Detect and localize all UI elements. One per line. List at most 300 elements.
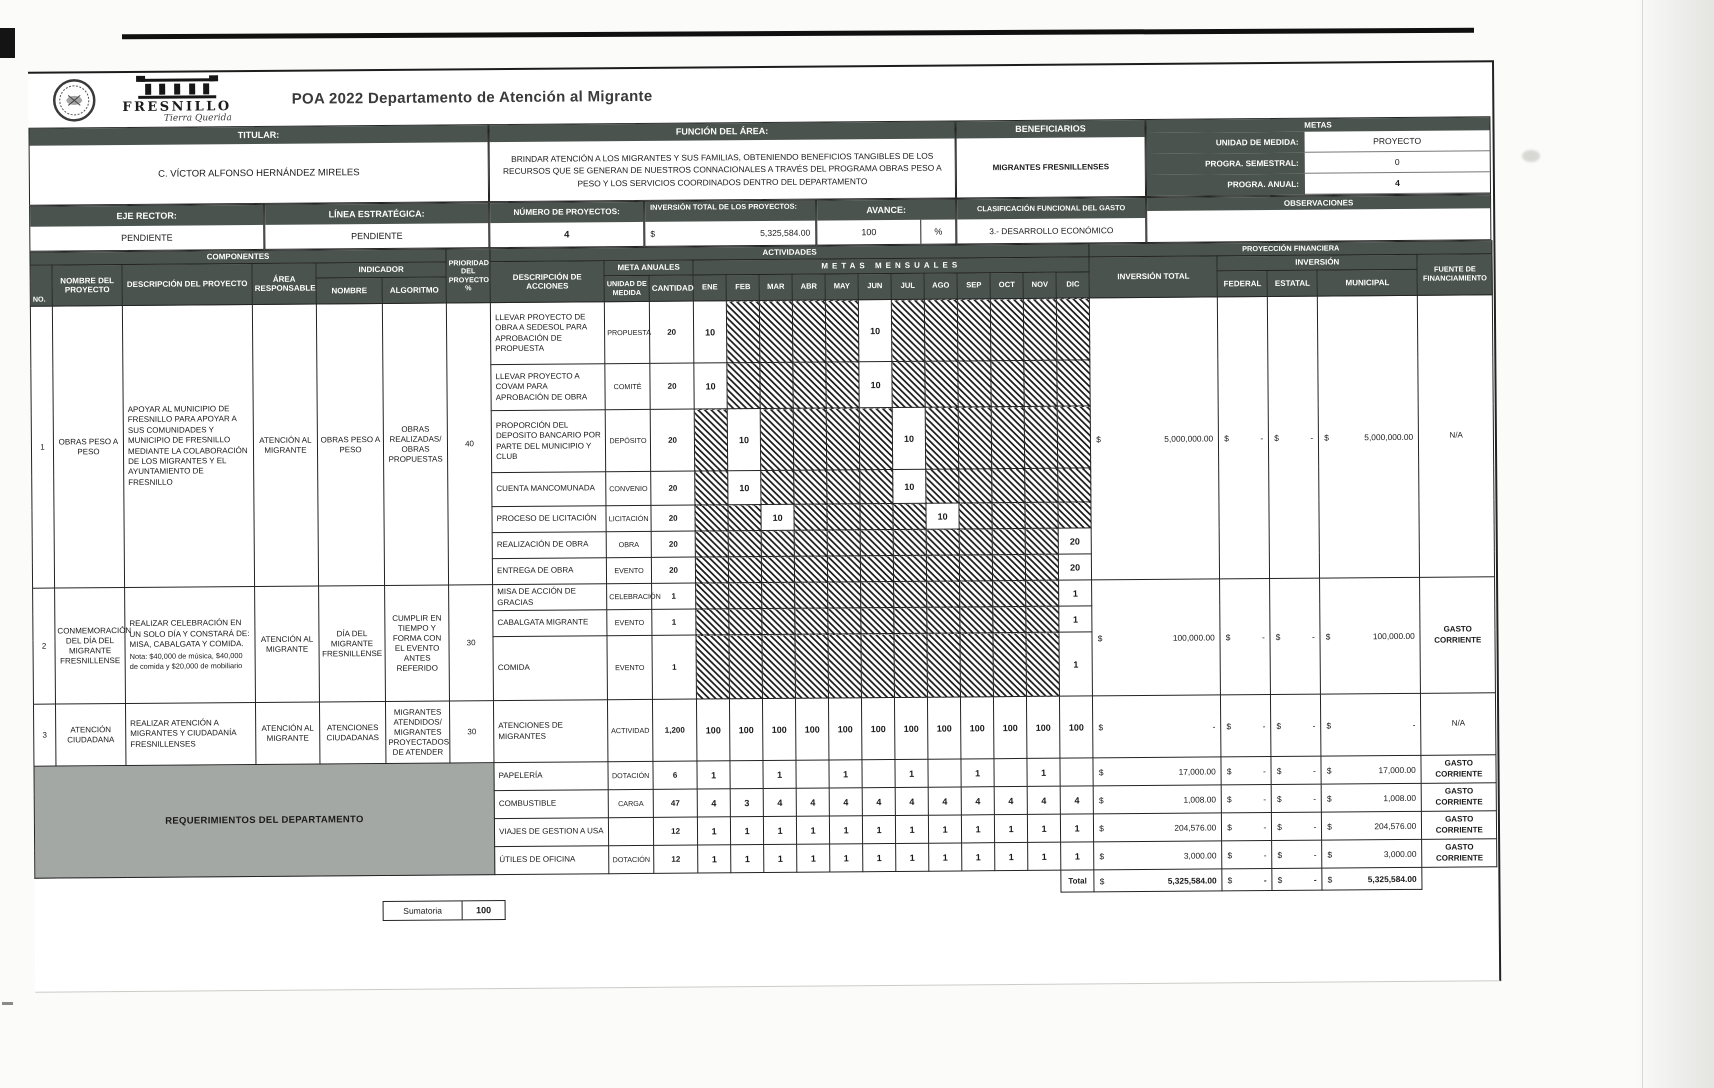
project-indicator: DÍA DEL MIGRANTE FRESNILLENSE <box>319 585 386 702</box>
fresnillo-logo <box>122 75 232 124</box>
scan-artifact-corner-mark <box>0 28 15 58</box>
hatched-month-cell <box>828 582 861 608</box>
total-row-spacer <box>35 875 495 901</box>
month-value-cell: 1 <box>1061 842 1094 870</box>
hatched-month-cell <box>927 633 961 697</box>
requirement-desc: PAPELERÍA <box>494 762 608 791</box>
currency-symbol: $ <box>1099 875 1105 886</box>
month-value-cell: 1 <box>962 843 995 871</box>
month-header: NOV <box>1023 272 1056 298</box>
total-row-spacer <box>495 870 1061 896</box>
requirement-desc: COMBUSTIBLE <box>494 790 608 819</box>
currency-symbol: $ <box>1326 793 1332 804</box>
hatched-month-cell <box>760 408 793 470</box>
numero-proyectos-block <box>489 201 644 248</box>
amount: - <box>1262 720 1266 731</box>
requirement-desc: ÚTILES DE OFICINA <box>495 846 609 875</box>
total-row-spacer <box>1422 867 1497 890</box>
action-desc: ENTREGA DE OBRA <box>492 558 606 585</box>
action-qty: 20 <box>651 557 695 583</box>
no-header: NO. <box>30 265 52 306</box>
amount: 5,325,584.00 <box>1167 874 1217 886</box>
hatched-month-cell <box>926 529 959 555</box>
hatched-month-cell <box>794 556 827 582</box>
amount: - <box>1313 793 1317 804</box>
month-value-cell: 1 <box>928 815 961 843</box>
sumatoria-value: 100 <box>463 900 506 920</box>
proyeccion-financiera-header: PROYECCIÓN FINANCIERA <box>1089 241 1492 257</box>
hatched-month-cell <box>1057 406 1091 468</box>
requirement-qty: 6 <box>653 761 697 789</box>
month-value-cell: 3 <box>730 789 763 817</box>
month-value-cell: 4 <box>961 787 994 815</box>
action-unit: DEPÓSITO <box>605 409 650 471</box>
action-desc: PROCESO DE LICITACIÓN <box>492 506 606 533</box>
action-unit: CELEBRACIÓN <box>607 583 652 609</box>
currency-symbol: $ <box>1276 765 1282 776</box>
month-value-cell: 10 <box>892 407 925 469</box>
hatched-month-cell <box>694 409 727 471</box>
avance-block <box>816 198 956 245</box>
action-desc: REALIZACIÓN DE OBRA <box>492 532 606 559</box>
hatched-month-cell <box>762 608 795 634</box>
indicador-header: INDICADOR <box>316 262 446 278</box>
currency-symbol: $ <box>1227 874 1233 885</box>
currency-symbol: $ <box>1277 821 1282 832</box>
unidad-medida-value: PROYECTO <box>1305 130 1490 152</box>
month-value-cell: 1 <box>829 760 862 788</box>
hatched-month-cell <box>696 609 729 635</box>
action-row <box>30 295 1493 368</box>
federal-cell <box>1218 297 1270 579</box>
hatched-month-cell <box>990 298 1023 360</box>
hatched-month-cell <box>728 557 761 583</box>
hatched-month-cell <box>1058 502 1091 528</box>
estatal-cell <box>1270 578 1321 694</box>
month-value-cell: 4 <box>796 788 829 816</box>
month-value-cell: 1 <box>961 815 994 843</box>
hatched-month-cell <box>893 555 926 581</box>
currency-symbol: $ <box>1097 632 1103 643</box>
amount: 204,576.00 <box>1174 821 1217 833</box>
hatched-month-cell <box>860 469 893 503</box>
estatal-cell <box>1272 840 1322 868</box>
month-value-cell: 1 <box>961 759 994 787</box>
project-description: REALIZAR ATENCIÓN A MIGRANTES Y CIUDADANÍA FRESNILLENSES <box>125 702 255 765</box>
action-qty: 20 <box>650 409 694 471</box>
palace-building-icon <box>134 75 220 100</box>
total-federal-cell <box>1222 869 1272 891</box>
componentes-header: COMPONENTES <box>30 249 446 265</box>
currency-symbol: $ <box>1227 821 1232 832</box>
hatched-month-cell <box>825 300 858 362</box>
indicador-nombre-header: NOMBRE <box>316 277 382 304</box>
hatched-month-cell <box>1025 502 1058 528</box>
hatched-month-cell <box>695 505 728 531</box>
amount: - <box>1313 874 1317 885</box>
hatched-month-cell <box>959 469 992 503</box>
hatched-month-cell <box>959 555 992 581</box>
eje-rector-value: PENDIENTE <box>121 232 173 244</box>
action-unit: LICITACIÓN <box>606 505 651 531</box>
hatched-month-cell <box>762 634 796 698</box>
linea-estrategica-label: LÍNEA ESTRATÉGICA: <box>265 203 488 225</box>
progra-anual-value: 4 <box>1305 172 1490 194</box>
requirement-qty: 12 <box>654 845 698 873</box>
requirement-unit: DOTACIÓN <box>609 845 654 873</box>
month-value-cell: 100 <box>697 699 730 761</box>
scan-artifact-dash <box>2 1002 13 1005</box>
action-desc: MISA DE ACCIÓN DE GRACIAS <box>493 584 607 611</box>
total-municipal-cell <box>1322 867 1422 890</box>
inversion-total-col-header: INVERSIÓN TOTAL <box>1089 256 1217 298</box>
hatched-month-cell <box>729 635 763 699</box>
amount: - <box>1311 631 1315 642</box>
month-header: JUN <box>858 273 891 299</box>
month-value-cell: 100 <box>829 698 862 760</box>
hatched-month-cell <box>793 408 826 470</box>
project-description-text: REALIZAR CELEBRACIÓN EN UN SOLO DÍA Y CONSTARÁ DE: MISA, CABALGATA Y COMIDA. <box>129 618 250 650</box>
month-value-cell: 10 <box>926 503 959 529</box>
action-qty: 1 <box>652 583 696 609</box>
hatched-month-cell <box>859 407 892 469</box>
hatched-month-cell <box>1058 468 1091 502</box>
observaciones-value <box>1147 208 1490 242</box>
amount: - <box>1412 719 1416 730</box>
month-value-cell: 1 <box>830 844 863 872</box>
inv-total-cell <box>1092 579 1221 696</box>
estatal-cell <box>1272 812 1322 840</box>
project-no: 1 <box>30 306 54 588</box>
hatched-month-cell <box>727 363 760 409</box>
month-value-cell: 20 <box>1058 528 1091 554</box>
federal-cell <box>1222 841 1272 869</box>
progra-semestral-label: PROGRA. SEMESTRAL: <box>1147 153 1305 175</box>
inv-total-cell <box>1093 695 1221 758</box>
hatched-month-cell <box>925 407 958 469</box>
currency-symbol: $ <box>1277 849 1283 860</box>
hatched-month-cell <box>792 300 825 362</box>
action-unit: ACTIVIDAD <box>608 699 653 761</box>
currency-symbol: $ <box>1225 631 1231 642</box>
hatched-month-cell <box>894 607 927 633</box>
hatched-month-cell <box>695 471 728 505</box>
numero-proyectos-value: 4 <box>564 229 570 241</box>
hatched-month-cell <box>795 608 828 634</box>
hatched-month-cell <box>826 408 859 470</box>
amount: - <box>1310 432 1314 443</box>
linea-estrategica-value: PENDIENTE <box>351 230 403 242</box>
hatched-month-cell <box>795 634 829 698</box>
amount: - <box>1263 849 1267 860</box>
municipal-cell <box>1322 811 1422 840</box>
hatched-month-cell <box>726 301 759 363</box>
hatched-month-cell <box>891 299 924 361</box>
inversion-group-header: INVERSIÓN <box>1217 254 1417 271</box>
hatched-month-cell <box>1025 554 1058 580</box>
hatched-month-cell <box>894 581 927 607</box>
hatched-month-cell <box>695 531 728 557</box>
federal-cell <box>1221 785 1271 813</box>
requirements-box: REQUERIMIENTOS DEL DEPARTAMENTO <box>34 763 495 879</box>
project-area: ATENCIÓN AL MIGRANTE <box>255 586 320 702</box>
currency-symbol: $ <box>1325 631 1331 642</box>
month-value-cell: 1 <box>896 843 929 871</box>
hatched-month-cell <box>860 555 893 581</box>
project-description-note: Nota: $40,000 de música, $40,000 de comida y $20,000 de mobiliario <box>129 651 243 672</box>
municipal-cell <box>1318 295 1420 578</box>
inv-total-cell <box>1094 813 1222 842</box>
scan-edge-shade <box>1634 0 1714 1088</box>
project-no: 2 <box>33 588 56 704</box>
project-description <box>125 586 256 703</box>
project-indicator: ATENCIONES CIUDADANAS <box>319 701 385 764</box>
project-area: ATENCIÓN AL MIGRANTE <box>252 304 318 586</box>
month-value-cell: 10 <box>893 469 926 503</box>
hatched-month-cell <box>924 299 957 361</box>
hatched-month-cell <box>861 581 894 607</box>
unidad-medida-header: UNIDAD DE MEDIDA <box>604 275 649 301</box>
unidad-medida-label: UNIDAD DE MEDIDA: <box>1147 132 1305 154</box>
municipal-header: MUNICIPAL <box>1317 269 1417 296</box>
hatched-month-cell <box>794 530 827 556</box>
inversion-total-amount: 5,325,584.00 <box>760 227 811 239</box>
month-header: JUL <box>891 273 924 299</box>
hatched-month-cell <box>960 607 993 633</box>
hatched-month-cell <box>793 362 826 408</box>
hatched-month-cell <box>828 634 862 698</box>
month-value-cell: 1 <box>829 816 862 844</box>
hatched-month-cell <box>861 633 895 697</box>
action-qty: 1,200 <box>653 699 697 761</box>
funding-source-cell: GASTO CORRIENTE <box>1422 811 1497 840</box>
requirement-unit <box>608 817 653 845</box>
clasificacion-block <box>956 197 1146 244</box>
action-qty: 20 <box>651 471 695 505</box>
hatched-month-cell <box>958 407 991 469</box>
month-value-cell: 4 <box>697 789 730 817</box>
month-value-cell: 1 <box>797 844 830 872</box>
month-value-cell: 1 <box>994 814 1027 842</box>
currency-symbol: $ <box>1327 849 1333 860</box>
funding-source-cell: GASTO CORRIENTE <box>1421 755 1496 784</box>
municipal-cell <box>1321 783 1421 812</box>
amount: - <box>1263 793 1267 804</box>
hatched-month-cell <box>1057 360 1091 406</box>
month-value-cell: 10 <box>761 504 794 530</box>
month-value-cell <box>928 759 961 787</box>
project-priority: 30 <box>450 701 494 763</box>
month-value-cell: 1 <box>764 844 797 872</box>
action-desc: CUENTA MANCOMUNADA <box>492 472 606 507</box>
progra-anual-label: PROGRA. ANUAL: <box>1147 174 1305 196</box>
month-value-cell: 100 <box>763 698 796 760</box>
hatched-month-cell <box>729 583 762 609</box>
municipal-cell <box>1322 839 1422 868</box>
observaciones-label: OBSERVACIONES <box>1147 195 1490 211</box>
month-value-cell: 20 <box>1058 554 1091 580</box>
hatched-month-cell <box>958 361 991 407</box>
project-algorithm: CUMPLIR EN TIEMPO Y FORMA CON EL EVENTO ANTES REFERIDO <box>385 585 450 701</box>
month-value-cell: 1 <box>929 843 962 871</box>
scan-edge-line <box>1642 0 1643 1088</box>
month-value-cell: 1 <box>863 843 896 871</box>
month-value-cell <box>796 760 829 788</box>
info-row-1 <box>28 113 1493 205</box>
action-qty: 20 <box>651 531 695 557</box>
hatched-month-cell <box>762 582 795 608</box>
month-header: ABR <box>792 274 825 300</box>
hatched-month-cell <box>728 531 761 557</box>
beneficiarios-value: MIGRANTES FRESNILLENSES <box>992 162 1110 173</box>
federal-header: FEDERAL <box>1217 271 1267 297</box>
hatched-month-cell <box>826 362 859 408</box>
month-value-cell: 100 <box>994 696 1027 758</box>
currency-symbol: $ <box>1098 766 1104 777</box>
currency-symbol: $ <box>1227 849 1233 860</box>
inv-total-cell <box>1093 757 1221 786</box>
amount: 5,325,584.00 <box>1367 873 1417 884</box>
hatched-month-cell <box>861 607 894 633</box>
hatched-month-cell <box>828 608 861 634</box>
hatched-month-cell <box>860 529 893 555</box>
municipal-cell <box>1320 577 1421 694</box>
month-value-cell: 1 <box>796 816 829 844</box>
fuente-financiamiento-header: FUENTE DE FINANCIAMIENTO <box>1417 254 1492 296</box>
requirement-unit: DOTACIÓN <box>608 761 653 789</box>
amount: - <box>1313 849 1317 860</box>
avance-label: AVANCE: <box>817 199 955 220</box>
eje-rector-block <box>29 204 264 252</box>
inv-total-cell <box>1093 785 1221 814</box>
currency-symbol: $ <box>1226 793 1232 804</box>
project-description: APOYAR AL MUNICIPIO DE FRESNILLO PARA APOYAR A SUS COMUNIDADES Y MUNICIPIO DE FRESNILLO MEDIANTE LA COLABORACIÓN DE LOS MIGRANTES Y EL AYUNTAMIENTO DE FRESNILLO <box>122 305 254 588</box>
federal-cell <box>1220 579 1271 695</box>
avance-unit: % <box>920 219 955 243</box>
hatched-month-cell <box>1024 360 1057 406</box>
month-value-cell: 1 <box>1059 632 1093 696</box>
poa-main-table <box>29 240 1497 900</box>
amount: - <box>1312 720 1316 731</box>
month-value-cell <box>730 761 763 789</box>
amount: - <box>1263 874 1267 885</box>
action-desc: ATENCIONES DE MIGRANTES <box>494 700 608 763</box>
funding-source-cell: GASTO CORRIENTE <box>1422 839 1497 868</box>
hatched-month-cell <box>992 528 1025 554</box>
month-value-cell: 1 <box>731 845 764 873</box>
month-value-cell: 4 <box>763 788 796 816</box>
hatched-month-cell <box>827 556 860 582</box>
hatched-month-cell <box>1025 528 1058 554</box>
amount: 5,000,000.00 <box>1164 432 1214 444</box>
estatal-cell <box>1271 694 1321 756</box>
amount: 1,008.00 <box>1383 792 1417 803</box>
currency-symbol: $ <box>1226 720 1232 731</box>
beneficiarios-block <box>955 119 1146 198</box>
project-name: CONMEMORACIÓN DEL DÍA DEL MIGRANTE FRESNILLENSE <box>55 588 126 705</box>
document-sheet <box>28 60 1501 992</box>
month-value-cell: 10 <box>728 471 761 505</box>
currency-symbol: $ <box>1224 432 1229 443</box>
project-area: ATENCIÓN AL MIGRANTE <box>255 702 319 765</box>
month-value-cell: 4 <box>895 787 928 815</box>
amount: 5,000,000.00 <box>1364 431 1414 442</box>
hatched-month-cell <box>959 503 992 529</box>
scan-artifact-top-line <box>122 28 1474 40</box>
action-unit: EVENTO <box>607 635 653 699</box>
currency-symbol: $ <box>1277 874 1283 885</box>
observaciones-block <box>1146 194 1491 243</box>
hatched-month-cell <box>927 581 960 607</box>
action-unit: CONVENIO <box>606 471 651 505</box>
avance-value-row <box>817 219 955 244</box>
project-algorithm: MIGRANTES ATENDIDOS/ MIGRANTES PROYECTADOS DE ATENDER <box>385 701 450 764</box>
hatched-month-cell <box>960 581 993 607</box>
metas-semestral-row <box>1147 151 1490 175</box>
hatched-month-cell <box>1024 406 1057 468</box>
hatched-month-cell <box>894 633 928 697</box>
currency-symbol: $ <box>1326 720 1332 731</box>
numero-proyectos-label: NÚMERO DE PROYECTOS: <box>490 202 643 223</box>
requirement-desc: VIAJES DE GESTION A USA <box>494 818 608 847</box>
federal-cell <box>1221 757 1271 785</box>
month-value-cell: 100 <box>862 697 895 759</box>
month-value-cell: 1 <box>862 815 895 843</box>
action-unit: EVENTO <box>606 557 651 583</box>
hatched-month-cell <box>761 556 794 582</box>
month-value-cell: 1 <box>697 817 730 845</box>
prioridad-header: PRIORIDAD DEL PROYECTO % <box>446 249 490 303</box>
municipal-cell <box>1321 755 1421 784</box>
currency-symbol: $ <box>1226 765 1232 776</box>
currency-symbol: $ <box>1099 822 1104 833</box>
amount: - <box>1312 765 1316 776</box>
total-inv-cell <box>1094 869 1222 892</box>
total-estatal-cell <box>1272 868 1322 890</box>
month-value-cell <box>994 758 1027 786</box>
funcion-value: BRINDAR ATENCIÓN A LOS MIGRANTES Y SUS FAMILIAS, OBTENIENDO BENEFICIOS TANGIBLES DE LOS RECURSOS QUE SE GENERAN DE NUESTROS CONNACIONALES A TRAVÉS DEL PROGRAMA OBRAS PESO A PESO Y LOS SERVICIOS COORDINADOS DENTRO DEL DEPARTAMENTO <box>502 150 942 189</box>
hatched-month-cell <box>760 362 793 408</box>
hatched-month-cell <box>729 609 762 635</box>
hatched-month-cell <box>1025 468 1058 502</box>
project-indicator: OBRAS PESO A PESO <box>316 303 384 586</box>
amount: - <box>1260 432 1264 443</box>
hatched-month-cell <box>794 470 827 504</box>
nombre-proyecto-header: NOMBRE DEL PROYECTO <box>52 265 122 307</box>
estatal-cell <box>1271 784 1321 812</box>
hatched-month-cell <box>860 503 893 529</box>
avance-value: 100 <box>861 227 877 238</box>
hatched-month-cell <box>992 502 1025 528</box>
metas-unidad-row <box>1147 130 1490 154</box>
hatched-month-cell <box>1026 580 1059 606</box>
month-value-cell <box>862 759 895 787</box>
currency-symbol: $ <box>1099 850 1105 861</box>
month-header: ENE <box>693 275 726 301</box>
hatched-month-cell <box>1026 606 1059 632</box>
amount: 100,000.00 <box>1372 630 1415 641</box>
meta-anuales-header: META ANUALES <box>604 260 693 276</box>
month-value-cell: 10 <box>693 301 726 363</box>
currency-symbol: $ <box>1327 821 1332 832</box>
estatal-header: ESTATAL <box>1267 270 1317 296</box>
amount: 17,000.00 <box>1178 765 1216 777</box>
scan-smudge <box>1522 150 1540 162</box>
requirement-qty: 47 <box>653 789 697 817</box>
linea-estrategica-block <box>264 202 489 250</box>
actividades-header: ACTIVIDADES <box>490 244 1089 262</box>
currency-symbol: $ <box>1326 765 1332 776</box>
